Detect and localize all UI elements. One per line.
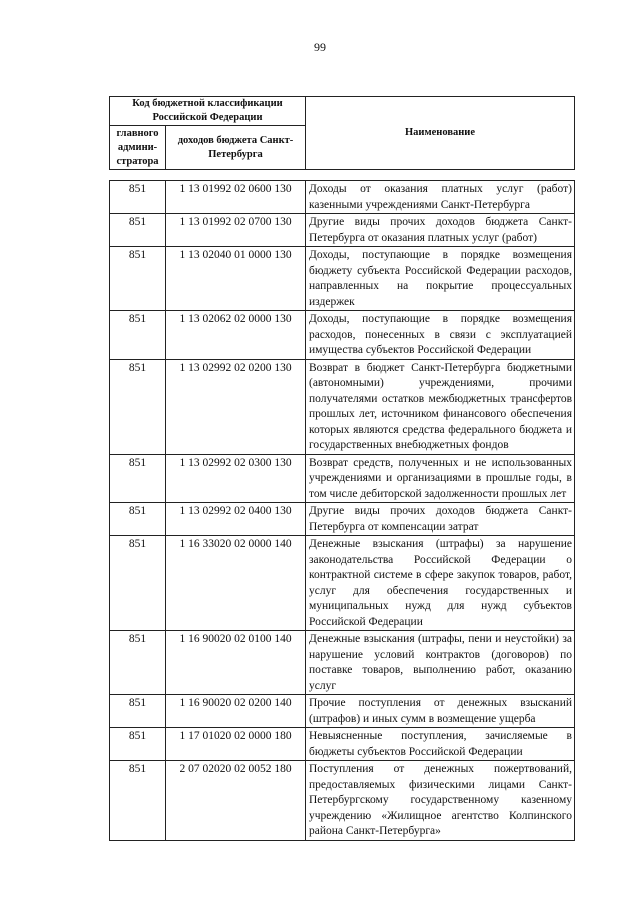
page-number: 99 — [314, 40, 326, 54]
income-code-cell: 1 13 02992 02 0400 130 — [166, 503, 306, 536]
name-cell: Невыясненные поступления, зачисляемые в бюджеты субъектов Российской Федерации — [306, 728, 575, 761]
income-code-cell: 1 16 90020 02 0100 140 — [166, 631, 306, 695]
name-cell: Доходы, поступающие в порядке возмещения расходов, понесенных в связи с эксплуатацией имущества субъектов Российской Федерации — [306, 311, 575, 360]
table-row — [110, 503, 575, 536]
admin-code-cell: 851 — [110, 359, 166, 454]
admin-code-cell: 851 — [110, 214, 166, 247]
admin-code-cell: 851 — [110, 181, 166, 214]
income-code-cell: 1 13 01992 02 0700 130 — [166, 214, 306, 247]
table-row — [110, 761, 575, 841]
income-column-header: доходов бюджета Санкт-Петербурга — [166, 126, 306, 170]
income-code-cell: 1 17 01020 02 0000 180 — [166, 728, 306, 761]
admin-code-cell: 851 — [110, 761, 166, 841]
name-cell: Доходы, поступающие в порядке возмещения бюджету субъекта Российской Федерации расходов, направленных на покрытие процессуальных издержек — [306, 247, 575, 311]
table-row — [110, 695, 575, 728]
income-code-cell: 1 13 02992 02 0200 130 — [166, 359, 306, 454]
header-table — [109, 96, 575, 170]
income-code-cell: 2 07 02020 02 0052 180 — [166, 761, 306, 841]
admin-code-cell: 851 — [110, 695, 166, 728]
admin-code-cell: 851 — [110, 536, 166, 631]
codes-table — [109, 180, 575, 841]
table-row — [110, 631, 575, 695]
name-cell: Прочие поступления от денежных взысканий (штрафов) и иных сумм в возмещение ущерба — [306, 695, 575, 728]
table-row — [110, 454, 575, 503]
admin-code-cell: 851 — [110, 247, 166, 311]
income-code-cell: 1 16 90020 02 0200 140 — [166, 695, 306, 728]
admin-code-cell: 851 — [110, 311, 166, 360]
admin-code-cell: 851 — [110, 631, 166, 695]
name-cell: Поступления от денежных пожертвований, предоставляемых физическими лицами Санкт-Петербургскому государственному казенному учреждению «Жилищное агентство Колпинского района Санкт-Петербурга» — [306, 761, 575, 841]
name-column-header: Наименование — [306, 97, 575, 170]
table-row — [110, 359, 575, 454]
table-row — [110, 311, 575, 360]
name-cell: Возврат средств, полученных и не использованных учреждениями и организациями в прошлые годы, в том числе дебиторской задолженности прошлых лет — [306, 454, 575, 503]
name-cell: Денежные взыскания (штрафы) за нарушение законодательства Российской Федерации о контрактной системе в сфере закупок товаров, работ, услуг для обеспечения государственных и муниципальных нужд для нужд субъектов Российской Федерации — [306, 536, 575, 631]
name-cell: Другие виды прочих доходов бюджета Санкт-Петербурга от оказания платных услуг (работ) — [306, 214, 575, 247]
table-row — [110, 214, 575, 247]
admin-code-cell: 851 — [110, 728, 166, 761]
table-row — [110, 247, 575, 311]
income-code-cell: 1 13 01992 02 0600 130 — [166, 181, 306, 214]
name-cell: Доходы от оказания платных услуг (работ) казенными учреждениями Санкт-Петербурга — [306, 181, 575, 214]
name-cell: Другие виды прочих доходов бюджета Санкт-Петербурга от компенсации затрат — [306, 503, 575, 536]
income-code-cell: 1 13 02992 02 0300 130 — [166, 454, 306, 503]
admin-column-header: главного админи-стратора — [110, 126, 166, 170]
table-row — [110, 728, 575, 761]
admin-code-cell: 851 — [110, 503, 166, 536]
table-row — [110, 536, 575, 631]
code-group-header: Код бюджетной классификации Российской Федерации — [110, 97, 306, 126]
table-row — [110, 181, 575, 214]
income-code-cell: 1 13 02062 02 0000 130 — [166, 311, 306, 360]
name-cell: Возврат в бюджет Санкт-Петербурга бюджетными (автономными) учреждениями, прочими получателями остатков межбюджетных трансфертов прошлых лет, источником финансового обеспечения которых являются средства федерального бюджета и государственных внебюджетных фондов — [306, 359, 575, 454]
income-code-cell: 1 16 33020 02 0000 140 — [166, 536, 306, 631]
income-code-cell: 1 13 02040 01 0000 130 — [166, 247, 306, 311]
name-cell: Денежные взыскания (штрафы, пени и неустойки) за нарушение условий контрактов (договоров) по поставке товаров, выполнению работ, оказанию услуг — [306, 631, 575, 695]
admin-code-cell: 851 — [110, 454, 166, 503]
